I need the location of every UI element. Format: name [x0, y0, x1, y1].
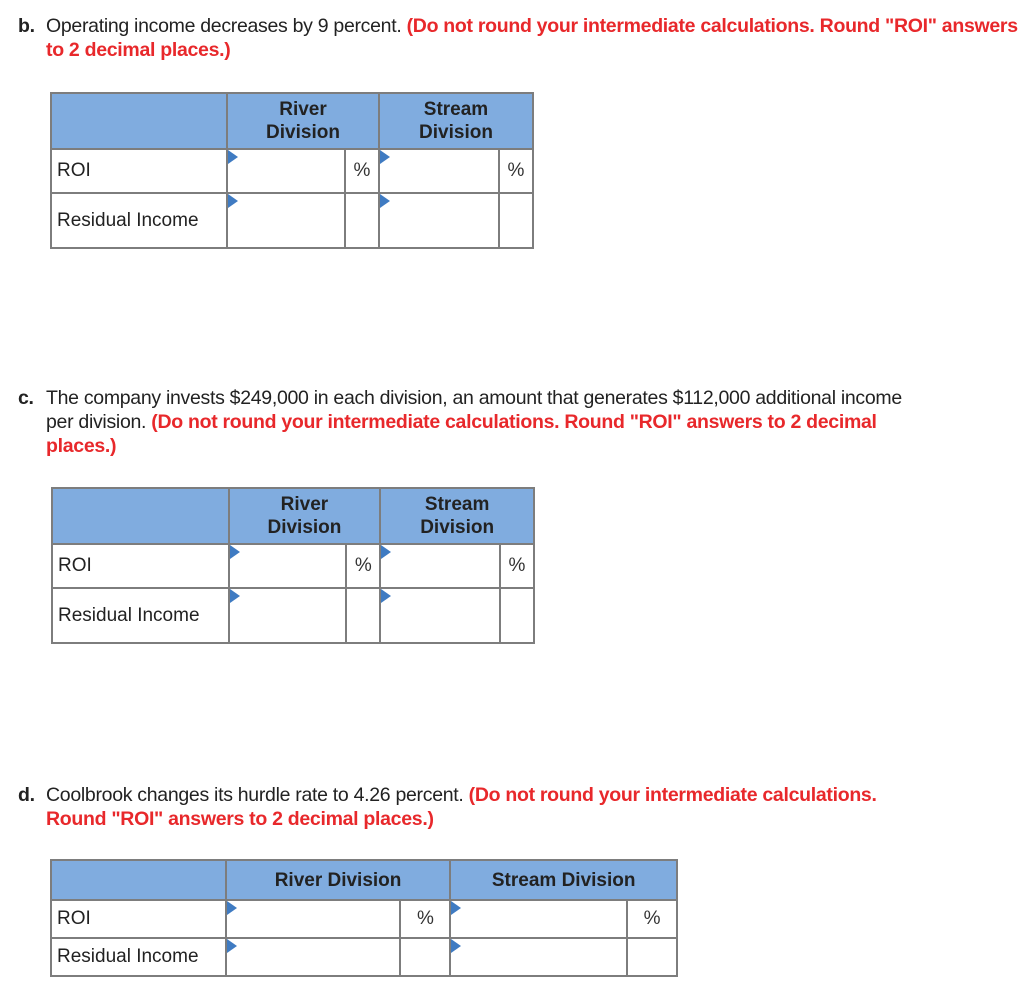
stream-roi-input-cell[interactable] — [379, 149, 499, 193]
part-label: d. — [18, 784, 35, 806]
blue-triangle-marker-icon — [230, 545, 240, 559]
river-residual-income-input[interactable] — [238, 197, 345, 244]
part-label: b. — [18, 15, 35, 37]
table-row-roi — [52, 544, 534, 588]
header-row — [51, 93, 533, 149]
blue-triangle-marker-icon — [227, 939, 237, 953]
instruction-text: (Do not round your intermediate calculations. — [468, 784, 877, 806]
stream-residual-income-unit — [627, 938, 677, 976]
blue-triangle-marker-icon — [230, 589, 240, 603]
header-stream-division: Stream Division — [379, 93, 533, 149]
table-row-residual-income — [51, 938, 677, 976]
stream-roi-input-cell[interactable] — [450, 900, 627, 938]
river-residual-income-input-cell[interactable] — [227, 193, 345, 248]
river-residual-income-unit — [346, 588, 380, 643]
header-empty — [51, 93, 227, 149]
river-roi-input-cell[interactable] — [229, 544, 347, 588]
answer-table-b — [50, 92, 534, 249]
row-label-residual-income: Residual Income — [51, 938, 226, 976]
header-empty — [51, 860, 226, 900]
table-row-roi — [51, 900, 677, 938]
blue-triangle-marker-icon — [381, 545, 391, 559]
blue-triangle-marker-icon — [228, 150, 238, 164]
header-stream-division: Stream Division — [380, 488, 534, 544]
stream-residual-income-input[interactable] — [461, 942, 627, 972]
blue-triangle-marker-icon — [380, 150, 390, 164]
answer-table-d — [50, 859, 678, 977]
river-residual-income-unit — [345, 193, 379, 248]
blue-triangle-marker-icon — [228, 194, 238, 208]
header-river-division: River Division — [229, 488, 381, 544]
question-text: Operating income decreases by 9 percent. — [46, 15, 402, 37]
row-label-roi: ROI — [51, 900, 226, 938]
row-label-roi: ROI — [52, 544, 229, 588]
stream-roi-input[interactable] — [390, 153, 499, 189]
table-row-residual-income — [52, 588, 534, 643]
table-row-roi — [51, 149, 533, 193]
river-roi-input[interactable] — [240, 548, 347, 584]
stream-roi-unit: % — [499, 149, 533, 193]
river-residual-income-input-cell[interactable] — [229, 588, 347, 643]
river-residual-income-unit — [400, 938, 450, 976]
row-label-residual-income: Residual Income — [51, 193, 227, 248]
stream-residual-income-input[interactable] — [391, 592, 500, 639]
stream-roi-input-cell[interactable] — [380, 544, 500, 588]
table-row-residual-income — [51, 193, 533, 248]
stream-roi-unit: % — [500, 544, 534, 588]
question-part-c — [18, 386, 1024, 458]
header-river-division: River Division — [226, 860, 451, 900]
river-roi-unit: % — [346, 544, 380, 588]
row-label-residual-income: Residual Income — [52, 588, 229, 643]
river-roi-unit: % — [400, 900, 450, 938]
question-part-b — [18, 14, 1018, 62]
instruction-text-cont: places.) — [46, 435, 117, 457]
blue-triangle-marker-icon — [381, 589, 391, 603]
instruction-text: (Do not round your intermediate calculations. Round "ROI" answers to 2 decimal places.) — [46, 15, 1018, 61]
blue-triangle-marker-icon — [227, 901, 237, 915]
river-roi-unit: % — [345, 149, 379, 193]
header-stream-division: Stream Division — [450, 860, 677, 900]
river-residual-income-input-cell[interactable] — [226, 938, 401, 976]
stream-residual-income-unit — [500, 588, 534, 643]
header-empty — [52, 488, 229, 544]
stream-residual-income-unit — [499, 193, 533, 248]
row-label-roi: ROI — [51, 149, 227, 193]
header-row — [51, 860, 677, 900]
instruction-text-cont: Round "ROI" answers to 2 decimal places.) — [46, 808, 434, 830]
stream-roi-unit: % — [627, 900, 677, 938]
stream-residual-income-input[interactable] — [390, 197, 499, 244]
blue-triangle-marker-icon — [451, 939, 461, 953]
river-roi-input-cell[interactable] — [227, 149, 345, 193]
header-river-division: River Division — [227, 93, 379, 149]
river-roi-input[interactable] — [238, 153, 345, 189]
instruction-text: (Do not round your intermediate calculations. Round "ROI" answers to 2 decimal — [151, 411, 877, 433]
header-row — [52, 488, 534, 544]
stream-residual-income-input-cell[interactable] — [380, 588, 500, 643]
question-text: Coolbrook changes its hurdle rate to 4.26 percent. — [46, 784, 464, 806]
river-residual-income-input[interactable] — [237, 942, 401, 972]
river-residual-income-input[interactable] — [240, 592, 347, 639]
question-text-line2: per division. — [46, 411, 147, 433]
blue-triangle-marker-icon — [451, 901, 461, 915]
stream-roi-input[interactable] — [391, 548, 500, 584]
river-roi-input[interactable] — [237, 904, 401, 934]
question-part-d — [18, 783, 1018, 831]
blue-triangle-marker-icon — [380, 194, 390, 208]
stream-residual-income-input-cell[interactable] — [450, 938, 627, 976]
river-roi-input-cell[interactable] — [226, 900, 401, 938]
answer-table-c — [51, 487, 535, 644]
question-text-line1: The company invests $249,000 in each division, an amount that generates $112,000 additional income — [46, 387, 902, 409]
stream-residual-income-input-cell[interactable] — [379, 193, 499, 248]
part-label: c. — [18, 387, 34, 409]
stream-roi-input[interactable] — [461, 904, 627, 934]
